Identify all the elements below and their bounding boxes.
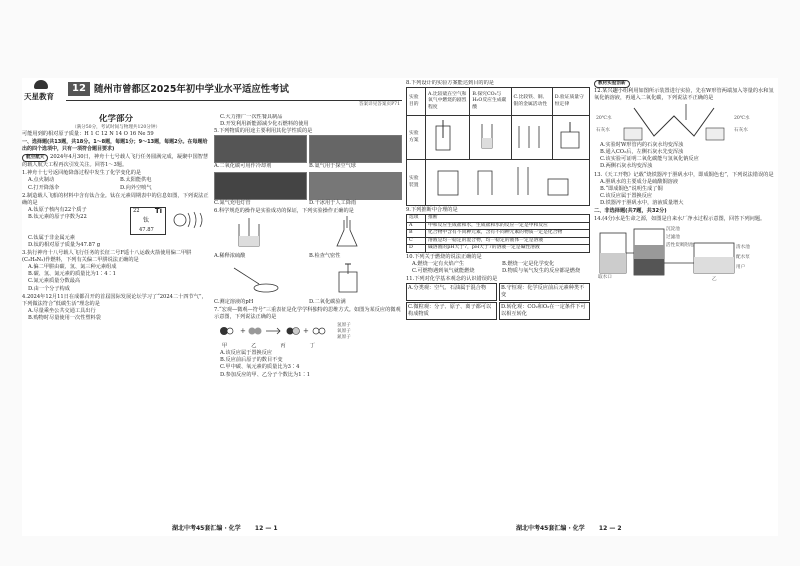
q6-fig-b-label: B.检查气密性 <box>309 252 341 259</box>
footer-right <box>516 525 622 532</box>
q3-stem: 3.执行神舟十八号载人飞行任务的长征二号F遥十八运载火箭使用偏二甲肼(C₂H₈N₂)作燃料，下列有关偏二甲肼说法正确的是 <box>22 250 192 264</box>
q8-plan-b <box>470 116 511 160</box>
score-note: （满分50分，考试时间与物理共120分钟） <box>71 125 161 130</box>
q2-element-cell <box>130 207 166 235</box>
water-plant-icon <box>594 223 778 287</box>
q11-box-b: B.守恒观：化学反应前后元素种类不变 <box>499 283 590 301</box>
part2-heading: 二、非选择题(共7题，共32分) <box>594 208 667 215</box>
question-12 <box>594 80 778 171</box>
q7-stem: 7.“宏观—微观—符号”三重表征是化学学科独特的思维方式。如图为某反应的微观示意图，下列说法正确的是 <box>214 306 401 321</box>
q5-fig-c <box>214 172 307 207</box>
q2-element-name: 钛 <box>143 216 150 224</box>
q3-option-a: A.偏二甲肼由碳、氢、氮三种元素组成 <box>28 264 117 271</box>
question-7 <box>214 307 402 379</box>
q2-stem: 2.制造载人飞船的材料中含有钛合金。钛在元素周期表中的信息如图，下列说法正确的是 <box>22 192 209 206</box>
brand-name: 天星教育 <box>24 92 54 101</box>
q7-label-bing: 丙 <box>280 343 286 350</box>
q4-option-b: B.购物时尽量使用一次性塑料袋 <box>28 314 101 321</box>
q6-fig-d-label: D.二氧化碳验满 <box>309 298 346 305</box>
q7-option-b: B.反应前后原子的数目不变 <box>220 357 283 364</box>
q12-label-right-limewater: 石灰水 <box>734 128 748 134</box>
q9-row-b-text: 化合物中含有不同种元素，含有不同种元素的物质一定是化合物 <box>426 230 590 238</box>
q4-option-a: A.尽量乘坐公共交通工具出行 <box>28 307 96 314</box>
q7-option-d: D.参加反应的甲、乙分子个数比为1∶1 <box>220 371 311 378</box>
context-badge: 航空航天 <box>22 154 48 162</box>
q2-atom-structure-icon <box>170 207 210 233</box>
q8-stem: 8.下列设计的实验方案能达到目的的是 <box>406 80 494 86</box>
context-block <box>22 154 210 169</box>
q11-box-c: C.微粒观：分子、原子、离子都可以构成物质 <box>406 302 497 320</box>
q8-plan-c <box>511 116 552 160</box>
q3-option-c: C.氮元素质量分数最高 <box>28 278 81 285</box>
q12-figure <box>594 102 778 142</box>
qr-note: 答案详见答案页P71 <box>358 102 400 107</box>
q7-legend-n: 氮原子 <box>337 335 351 341</box>
q9-row-b-key: B <box>407 230 426 238</box>
q8-col-d: D.验证质量守恒定律 <box>552 88 589 116</box>
question-11 <box>406 276 590 320</box>
q13-stem: 13.《天工开物》记载“烧铁器淬于胆矾水中，即成铜色也”，下列说法错误的是 <box>594 171 774 178</box>
question-14 <box>594 216 778 287</box>
q9-row-c-text: 溶液是均一稳定的混合物，均一稳定的液体一定是溶液 <box>426 237 590 245</box>
q7-legend <box>337 323 351 341</box>
q14-label-filter: 过滤池 <box>666 235 680 241</box>
column-4 <box>594 80 778 505</box>
q5-photo-c <box>214 172 307 200</box>
q1-option-d: D.向外空喷气 <box>120 184 152 191</box>
q12-option-b: B.通入CO₂后，左侧石灰水先变浑浊 <box>600 149 684 156</box>
q5-photo-a <box>214 135 307 163</box>
question-8 <box>406 80 590 206</box>
q12-badge: 教材实验创新 <box>594 80 630 88</box>
w-tube-icon <box>594 102 778 142</box>
flask-icon <box>309 216 389 250</box>
q13-option-c: C.该反应属于置换反应 <box>600 192 653 199</box>
column-3 <box>406 80 590 505</box>
q2-option-c: C.钛属于非金属元素 <box>28 234 75 241</box>
q11-box-a: A.分类观：空气、石油属于混合物 <box>406 283 497 301</box>
q12-option-d: D.两侧石灰水均变浑浊 <box>600 163 653 170</box>
q1-stem: 1.神舟十七号返回舱降落过程中发生了化学变化的是 <box>22 170 142 177</box>
q12-option-c: C.该实验可证明二氧化碳能与氢氧化钠反应 <box>600 156 699 163</box>
q1-option-b: B.太阳能供电 <box>120 177 152 184</box>
q5-fig-d-label: D.干冰用于人工降雨 <box>309 200 357 207</box>
q7-legend-h: 氢原子 <box>337 323 351 329</box>
q5-photo-d <box>309 172 402 200</box>
q5-fig-c-label: C.氮气充电灯管 <box>214 200 251 207</box>
q9-row-d-key: D <box>407 245 426 253</box>
q8-plan-d <box>552 116 589 160</box>
q8-col-c: C.比较铁、铜、银的金属活动性 <box>511 88 552 116</box>
q13-option-d: D.铁器淬于胆矾水中，溶液质量增大 <box>600 199 684 206</box>
q9-row-c-key: C <box>407 237 426 245</box>
q7-option-c: C.甲中碳、氧元素的质量比为3∶4 <box>220 364 300 371</box>
svg-text:+: + <box>303 327 309 336</box>
question-9 <box>406 207 590 253</box>
q9-row-d-text: 碱溶液的pH大于7，pH大于7的溶液一定是碱性溶液 <box>426 245 590 253</box>
q6-fig-d <box>309 262 402 306</box>
q14-label-settle: 沉淀池 <box>666 227 680 233</box>
q2-option-d: D.钛的相对原子质量为47.87 g <box>28 241 101 248</box>
page-left <box>22 78 402 536</box>
q13-option-a: A.胆矾水的主要成分是硫酸铜溶液 <box>600 178 679 185</box>
q8-row-purpose: 实验目的 <box>407 88 426 116</box>
q2-symbol: Ti <box>154 206 162 215</box>
question-13 <box>594 172 778 207</box>
q6-fig-b <box>309 216 402 260</box>
footer-left-page: 12 — 1 <box>254 524 278 532</box>
q5-stem: 5.下列物质的用途主要利用其化学性质的是 <box>214 128 313 135</box>
q5-fig-a <box>214 135 307 170</box>
q12-label-right-water: 20℃水 <box>734 116 750 122</box>
q5-photo-b <box>309 135 402 163</box>
q2-atomic-number: 22 <box>133 207 140 214</box>
q14-fig-name: 乙 <box>712 277 717 283</box>
q13-option-b: B.“即成铜色”说明生成了铜 <box>600 185 663 192</box>
q8-row-plan: 实验方案 <box>407 116 426 160</box>
q7-label-jia: 甲 <box>222 343 228 350</box>
brand-icon <box>34 80 48 89</box>
brand-logo <box>24 80 62 108</box>
gas-bottle-icon <box>309 262 389 296</box>
reaction-diagram-icon <box>214 321 334 343</box>
q8-apparatus-b-icon <box>472 118 502 154</box>
q9-head-inference: 推断 <box>426 215 590 223</box>
q3-option-b: B.碳、氢、氮元素的质量比为1∶4∶1 <box>28 271 116 278</box>
q10-option-d: D.物质与氧气发生的反应都是燃烧 <box>502 267 581 274</box>
column-1 <box>22 114 210 504</box>
q3-option-d: D.由一个分子构成 <box>28 285 70 292</box>
q9-table <box>406 214 590 253</box>
q4-option-d: D.开发利用新能源减少化石燃料的使用 <box>220 121 309 128</box>
q8-device-icon <box>428 161 578 201</box>
question-6 <box>214 208 402 305</box>
ph-paper-icon <box>214 262 294 296</box>
q7-label-ding: 丁 <box>309 343 315 350</box>
atomic-mass: 可能用到的相对原子质量：H 1 C 12 N 14 O 16 Ne 59 <box>22 131 154 137</box>
q2-mass: 47.87 <box>139 226 154 233</box>
page-right <box>406 78 778 536</box>
q8-col-a: A.比较硫在空气和氧气中燃烧的剧烈程度 <box>426 88 470 116</box>
exam-title: 随州市曾都区2025年初中学业水平适应性考试 <box>94 84 289 95</box>
q8-apparatus-c-icon <box>514 118 544 154</box>
q5-fig-b <box>309 135 402 170</box>
beaker-icon <box>214 216 294 250</box>
exam-sheet <box>22 78 778 536</box>
q5-fig-b-label: B.氦气用于探空气球 <box>309 163 356 170</box>
q11-stem: 11.下列对化学基本观念的认识错误的是 <box>406 275 498 282</box>
question-2 <box>22 193 210 249</box>
context-text: 2024年4月30日，神舟十七号载人飞行任务圆满完成，凝聚中国智慧的载人航天工程再次引发关注。回答1～3题。 <box>22 154 209 169</box>
q4-option-c: C.大力推广一次性餐具制品 <box>220 114 283 120</box>
q9-row-a-text: 中和反应生成盐和水，生成盐和水的反应一定是中和反应 <box>426 222 590 230</box>
q14-figure <box>594 223 778 287</box>
q2-option-b: B.钛元素的原子序数为22 <box>28 213 87 220</box>
q2-option-a: A.钛原子核内有22个质子 <box>28 206 87 213</box>
q5-fig-a-label: A.二氧化碳可用作冷却剂 <box>214 163 272 170</box>
footer-right-series: 湖北中考45套汇编 · 化学 <box>516 524 585 532</box>
footer-right-page: 12 — 2 <box>598 524 622 532</box>
q6-fig-a <box>214 216 307 260</box>
q6-fig-c <box>214 262 307 306</box>
q10-option-a: A.燃烧一定有火焰产生 <box>412 260 465 267</box>
q7-legend-o: 氧原子 <box>337 329 351 335</box>
q8-row-device: 实验装置 <box>407 160 426 206</box>
q14-label-clear: 清水池 <box>736 245 750 251</box>
q7-option-a: A.该反应属于置换反应 <box>220 350 273 357</box>
q14-label-carbon: 活性炭吸附池 <box>666 243 694 249</box>
q8-apparatus-a-icon <box>428 118 458 154</box>
q14-label-intake: 取水口 <box>598 275 612 281</box>
question-1 <box>22 170 210 191</box>
q4-stem: 4.2024年12月11日在成都召开的首届国际发展论坛学习了“2024二十四节气”，下列做法符合“低碳生活”理念的是 <box>22 293 207 307</box>
q14-stem: 14.(4分)水是生命之源，如图是自来水厂净水过程示意图，回答下列问题。 <box>594 216 766 223</box>
q9-stem: 9.下列推断中合理的是 <box>406 207 458 214</box>
question-10 <box>406 254 590 275</box>
svg-text:+: + <box>240 327 246 336</box>
question-5 <box>214 128 402 207</box>
q8-plan-a <box>426 116 470 160</box>
q6-fig-c-label: C.测定溶液的pH <box>214 298 254 305</box>
footer-left-series: 湖北中考45套汇编 · 化学 <box>172 524 241 532</box>
footer-left <box>172 525 278 532</box>
q8-apparatus-d-icon <box>555 118 585 154</box>
column-2 <box>214 114 402 504</box>
q11-box-d: D.转化观：CO₂和O₂在一定条件下可以相互转化 <box>499 302 590 320</box>
q12-option-a: A.实验时W形管内的石灰水均变浑浊 <box>600 142 684 149</box>
q6-stem: 6.科学规范的操作是实验成功的保证，下列实验操作正确的是 <box>214 208 354 215</box>
part1-heading: 一、选择题(共13题，共18分。1～8题，每题1分；9～13题，每题2分。在每题给出的四个选项中，只有一项符合题目要求) <box>22 139 208 153</box>
question-4 <box>22 294 210 322</box>
q1-option-c: C.打开降落伞 <box>28 184 60 191</box>
question-3 <box>22 250 210 293</box>
q10-stem: 10.下列关于燃烧的说法正确的是 <box>406 253 482 260</box>
q12-stem: 12.某兴趣小组利用如图所示装置进行实验，先在W形管两端加入等量的水和氢氧化钠溶液，再通入二氧化碳，下列说法不正确的是 <box>594 88 774 102</box>
title-rule <box>66 100 402 101</box>
q5-fig-d <box>309 172 402 207</box>
q10-option-b: B.燃烧一定是化学变化 <box>502 260 555 267</box>
q6-fig-a-label: A.稀释浓硫酸 <box>214 252 246 259</box>
q10-option-c: C.可燃物遇到氧气就能燃烧 <box>412 267 475 274</box>
q8-table <box>406 87 590 206</box>
q8-device-cell <box>426 160 590 206</box>
section-title: 化学部分 <box>98 114 133 124</box>
q9-head-option: 选项 <box>407 215 426 223</box>
q12-label-left-limewater: 石灰水 <box>596 128 610 134</box>
q7-label-yi: 乙 <box>251 343 257 350</box>
q14-label-pump: 配水泵 <box>736 255 750 261</box>
paper-number: 12 <box>68 82 90 96</box>
q1-option-a: A.点火制动 <box>28 177 55 184</box>
q9-row-a-key: A <box>407 222 426 230</box>
q12-label-left-water: 20℃水 <box>596 116 612 122</box>
q14-label-user: 用户 <box>736 265 746 271</box>
q8-col-b: B.探究CO₂与H₂O反应生成碳酸 <box>470 88 511 116</box>
exam-header <box>22 78 402 112</box>
